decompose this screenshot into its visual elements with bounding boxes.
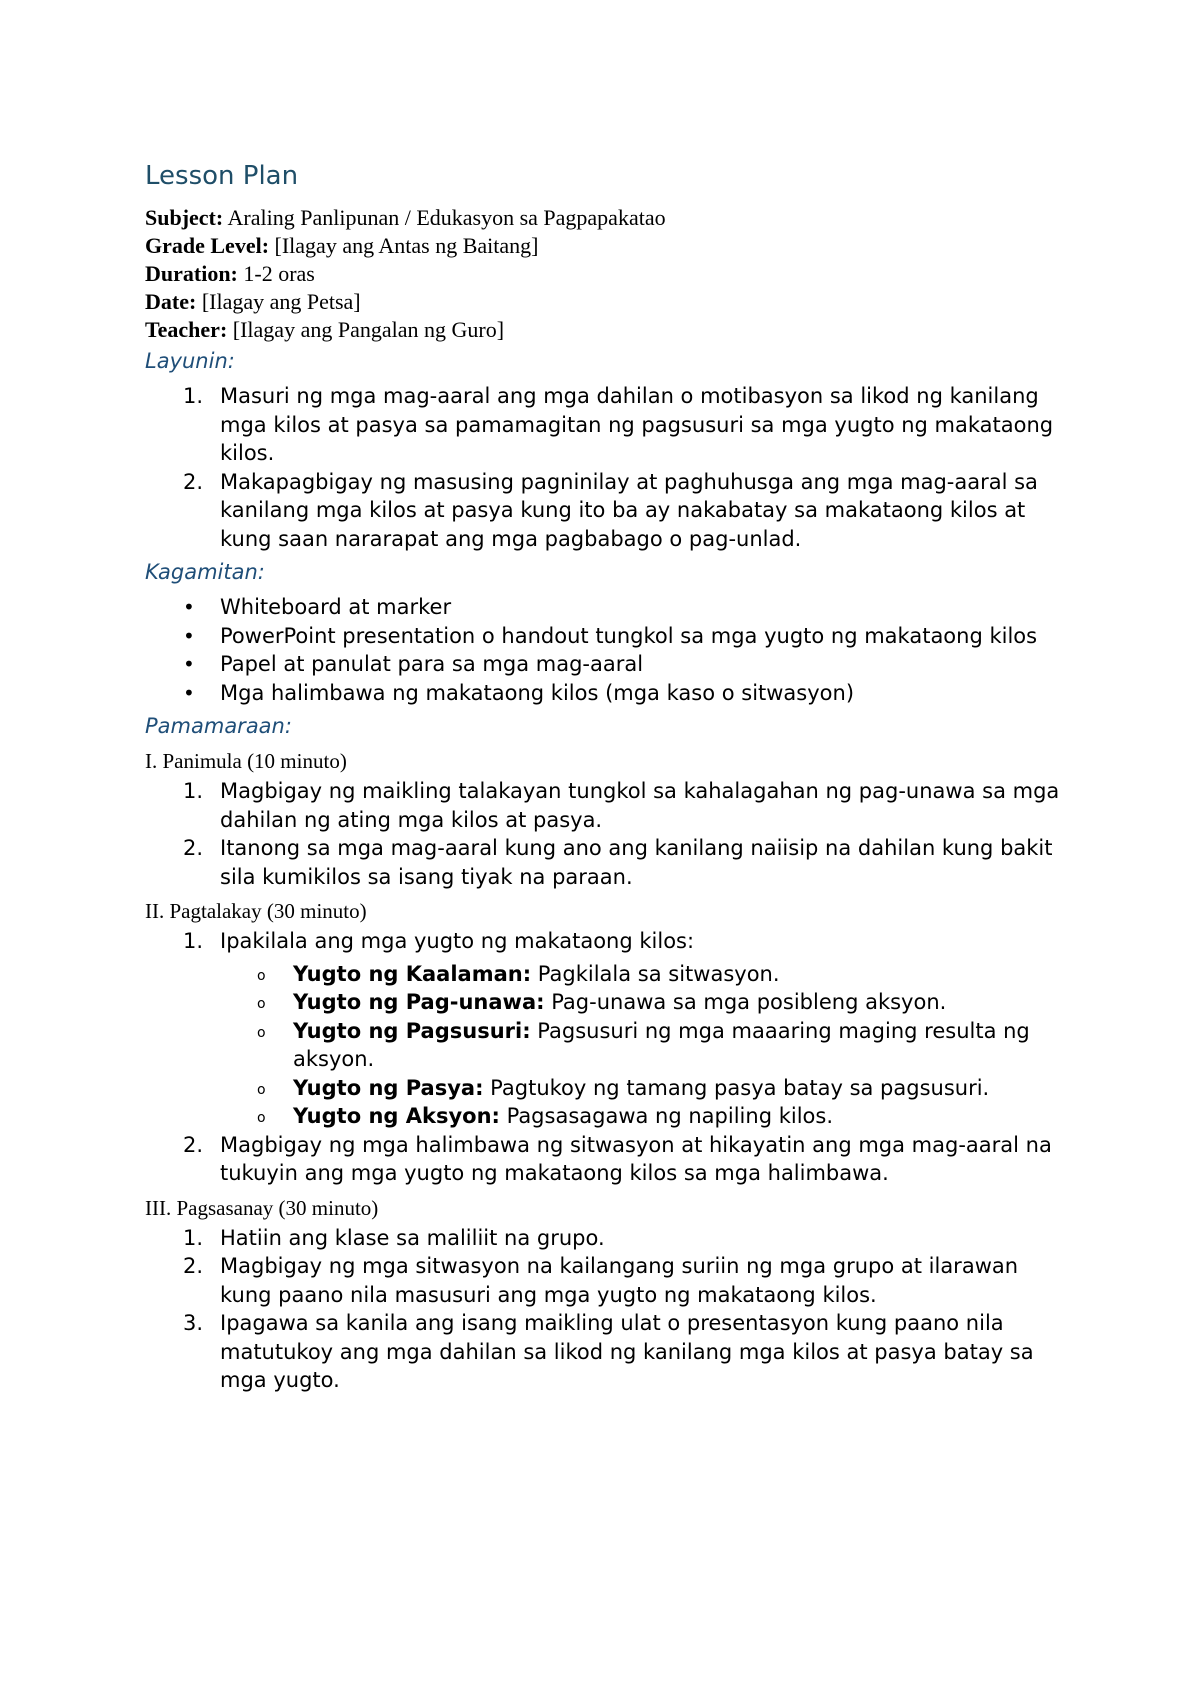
list-item bbox=[145, 1102, 1075, 1131]
list-item bbox=[145, 1131, 1075, 1188]
panimula-list bbox=[145, 777, 1075, 891]
list-item bbox=[145, 650, 1075, 679]
list-item bbox=[145, 382, 1075, 468]
yugto-list bbox=[145, 960, 1075, 1131]
yugto-desc: Pag-unawa sa mga posibleng aksyon. bbox=[544, 990, 947, 1014]
pagtalakay-heading: II. Pagtalakay (30 minuto) bbox=[145, 899, 367, 923]
circle-bullet-icon: o bbox=[257, 1024, 266, 1041]
list-item bbox=[145, 468, 1075, 554]
kagamitan-list bbox=[145, 593, 1075, 707]
meta-value: Araling Panlipunan / Edukasyon sa Pagpapakatao bbox=[227, 205, 666, 230]
item-text: Whiteboard at marker bbox=[220, 595, 452, 619]
yugto-term: Yugto ng Pag-unawa: bbox=[293, 990, 545, 1014]
meta-subject bbox=[145, 204, 1075, 232]
meta-teacher bbox=[145, 316, 1075, 344]
item-text: Makapagbigay ng masusing pagninilay at paghuhusga ang mga mag-aaral sa kanilang mga kilos at pasya kung ito ba ay nakabatay sa makataong kilos at kung saan nararapat ang mga pagbabago o pag-unlad. bbox=[220, 469, 1038, 551]
yugto-term: Yugto ng Kaalaman: bbox=[293, 961, 532, 986]
panimula-heading: I. Panimula (10 minuto) bbox=[145, 749, 347, 773]
item-text: Ipagawa sa kanila ang isang maikling ulat o presentasyon kung paano nila matutukoy ang mga dahilan sa likod ng kanilang mga kilos at pasya batay sa mga yugto. bbox=[220, 1311, 1034, 1392]
bullet-icon: • bbox=[183, 595, 195, 619]
list-item bbox=[145, 1017, 1075, 1074]
item-number: 2. bbox=[183, 836, 204, 860]
item-text: Mga halimbawa ng makataong kilos (mga kaso o sitwasyon) bbox=[220, 680, 855, 705]
yugto-term: Yugto ng Pasya: bbox=[293, 1075, 484, 1100]
item-text: Masuri ng mga mag-aaral ang mga dahilan o motibasyon sa likod ng kanilang mga kilos at pasya sa pamamagitan ng pagsusuri sa mga yugto ng makataong kilos. bbox=[220, 384, 1054, 465]
pagtalakay-list-continued bbox=[145, 1131, 1075, 1188]
circle-bullet-icon: o bbox=[257, 996, 266, 1012]
meta-label: Date: bbox=[145, 289, 197, 314]
bullet-icon: • bbox=[183, 623, 195, 648]
yugto-desc: Pagtukoy ng tamang pasya batay sa pagsusuri. bbox=[483, 1075, 990, 1100]
meta-duration bbox=[145, 260, 1075, 288]
meta-grade-level bbox=[145, 232, 1075, 260]
list-item bbox=[145, 927, 1075, 956]
item-text: Magbigay ng mga sitwasyon na kailangang suriin ng mga grupo at ilarawan kung paano nila masusuri ang mga yugto ng makataong kilos. bbox=[220, 1254, 1019, 1307]
meta-label: Grade Level: bbox=[145, 233, 270, 258]
pagtalakay-list bbox=[145, 927, 1075, 956]
item-number: 2. bbox=[183, 1254, 204, 1278]
item-text: Itanong sa mga mag-aaral kung ano ang kanilang naiisip na dahilan kung bakit sila kumikilos sa isang tiyak na paraan. bbox=[220, 836, 1053, 889]
circle-bullet-icon: o bbox=[257, 967, 266, 984]
list-item bbox=[145, 960, 1075, 989]
layunin-list bbox=[145, 382, 1075, 553]
list-item bbox=[145, 1309, 1075, 1395]
list-item bbox=[145, 1224, 1075, 1253]
meta-value: [Ilagay ang Pangalan ng Guro] bbox=[232, 317, 505, 342]
yugto-term: Yugto ng Aksyon: bbox=[293, 1104, 500, 1128]
item-number: 3. bbox=[183, 1311, 204, 1335]
item-text: PowerPoint presentation o handout tungkol sa mga yugto ng makataong kilos bbox=[220, 623, 1038, 648]
meta-label: Teacher: bbox=[145, 317, 228, 342]
item-number: 2. bbox=[183, 1132, 204, 1157]
pamamaraan-heading: Pamamaraan: bbox=[145, 714, 292, 738]
circle-bullet-icon: o bbox=[257, 1081, 266, 1098]
item-text: Papel at panulat para sa mga mag-aaral bbox=[220, 652, 644, 676]
document-page bbox=[145, 158, 1075, 1399]
list-item bbox=[145, 988, 1075, 1017]
item-number: 2. bbox=[183, 469, 204, 494]
list-item bbox=[145, 593, 1075, 622]
item-number: 1. bbox=[183, 779, 204, 803]
kagamitan-heading: Kagamitan: bbox=[145, 560, 265, 584]
circle-bullet-icon: o bbox=[257, 1110, 266, 1126]
yugto-term: Yugto ng Pagsusuri: bbox=[293, 1018, 531, 1043]
meta-value: [Ilagay ang Antas ng Baitang] bbox=[274, 233, 539, 258]
meta-value: 1-2 oras bbox=[243, 261, 315, 286]
meta-date bbox=[145, 288, 1075, 316]
list-item bbox=[145, 777, 1075, 834]
item-text: Hatiin ang klase sa maliliit na grupo. bbox=[220, 1225, 605, 1250]
meta-label: Duration: bbox=[145, 261, 238, 286]
list-item bbox=[145, 834, 1075, 891]
yugto-desc: Pagkilala sa sitwasyon. bbox=[531, 961, 780, 986]
item-text: Ipakilala ang mga yugto ng makataong kilos: bbox=[220, 929, 695, 953]
pagsasanay-list bbox=[145, 1224, 1075, 1395]
yugto-desc: Pagsasagawa ng napiling kilos. bbox=[499, 1104, 833, 1128]
layunin-heading: Layunin: bbox=[145, 349, 235, 373]
list-item bbox=[145, 1252, 1075, 1309]
pagsasanay-heading: III. Pagsasanay (30 minuto) bbox=[145, 1195, 379, 1220]
item-text: Magbigay ng maikling talakayan tungkol sa kahalagahan ng pag-unawa sa mga dahilan ng ating mga kilos at pasya. bbox=[220, 779, 1060, 832]
list-item bbox=[145, 622, 1075, 651]
item-text: Magbigay ng mga halimbawa ng sitwasyon at hikayatin ang mga mag-aaral na tukuyin ang mga yugto ng makataong kilos sa mga halimbawa. bbox=[220, 1132, 1052, 1185]
item-number: 1. bbox=[183, 929, 204, 953]
bullet-icon: • bbox=[183, 680, 195, 705]
item-number: 1. bbox=[183, 1225, 204, 1250]
meta-block bbox=[145, 204, 1075, 344]
list-item bbox=[145, 1074, 1075, 1103]
meta-label: Subject: bbox=[145, 205, 224, 230]
meta-value: [Ilagay ang Petsa] bbox=[201, 289, 361, 314]
bullet-icon: • bbox=[183, 652, 195, 676]
document-title: Lesson Plan bbox=[145, 161, 299, 191]
item-number: 1. bbox=[183, 384, 204, 408]
list-item bbox=[145, 679, 1075, 708]
yugto-desc: Pagsusuri ng mga maaaring maging resulta ng aksyon. bbox=[293, 1018, 1030, 1071]
